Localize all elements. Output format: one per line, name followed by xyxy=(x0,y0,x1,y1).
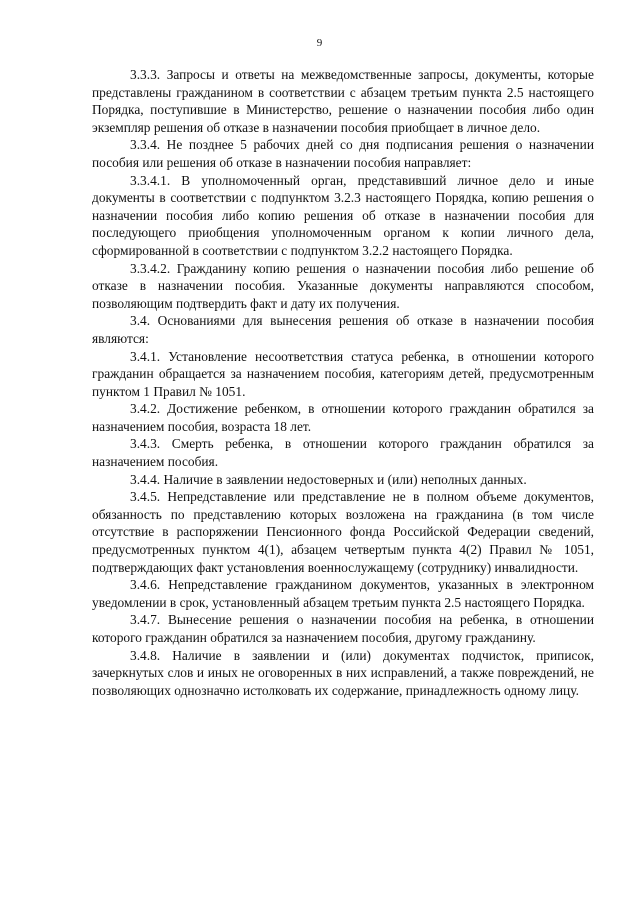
paragraph-3-4-2: 3.4.2. Достижение ребенком, в отношении которого гражданин обратился за назначением пособия, возраста 18 лет. xyxy=(92,401,594,434)
paragraph-3-4-1: 3.4.1. Установление несоответствия статуса ребенка, в отношении которого гражданин обращается за назначением пособия, категориям детей, предусмотренным пунктом 1 Правил № 1051. xyxy=(92,348,594,399)
paragraph-3-3-4-1: 3.3.4.1. В уполномоченный орган, представивший личное дело и иные документы в соответствии с подпунктом 3.2.3 настоящего Порядка, копию решения о назначении пособия либо копию решения об отказе в назначении пособия для последующего приобщения уполномоченным органом к копии личного дела, сформированной в соответствии с подпунктом 3.2.2 настоящего Порядка. xyxy=(92,172,594,258)
page-number: 9 xyxy=(316,37,323,49)
paragraph-3-4-7: 3.4.7. Вынесение решения о назначении пособия на ребенка, в отношении которого гражданин обратился за назначением пособия, другому гражданину. xyxy=(92,612,594,645)
paragraph-3-3-4-2: 3.3.4.2. Гражданину копию решения о назначении пособия либо решение об отказе в назначении пособия. Указанные документы направляются способом, позволяющим подтвердить факт и дату их получения. xyxy=(92,260,594,311)
paragraph-3-3-4: 3.3.4. Не позднее 5 рабочих дней со дня подписания решения о назначении пособия или решения об отказе в назначении пособия направляет: xyxy=(92,137,594,170)
paragraph-3-4: 3.4. Основаниями для вынесения решения об отказе в назначении пособия являются: xyxy=(92,313,594,346)
paragraph-3-4-6: 3.4.6. Непредставление гражданином документов, указанных в электронном уведомлении в срок, установленный абзацем третьим пункта 2.5 настоящего Порядка. xyxy=(92,577,594,610)
paragraph-3-4-4: 3.4.4. Наличие в заявлении недостоверных и (или) неполных данных. xyxy=(130,471,527,487)
paragraph-3-4-5: 3.4.5. Непредставление или представление не в полном объеме документов, обязанность по представлению которых возложена на гражданина (в том числе отсутствие в распоряжении Пенсионного фонда Российской Федерации сведений, предусмотренных пунктом 4(1), абзацем четвертым пункта 4(2) Правил № 1051, подтверждающих факт установления военнослужащему (сотруднику) инвалидности. xyxy=(92,489,594,575)
paragraph-3-3-3: 3.3.3. Запросы и ответы на межведомственные запросы, документы, которые представлены гражданином в соответствии с абзацем третьим пункта 2.5 настоящего Порядка, поступившие в Министерство, решение о назначении пособия либо один экземпляр решения об отказе в назначении пособия приобщает в личное дело. xyxy=(92,67,594,135)
document-body xyxy=(92,66,594,699)
paragraph-3-4-8: 3.4.8. Наличие в заявлении и (или) документах подчисток, приписок, зачеркнутых слов и иных не оговоренных в них исправлений, а также повреждений, не позволяющих однозначно истолковать их содержание, принадлежность одному лицу. xyxy=(92,647,594,698)
paragraph-3-4-3: 3.4.3. Смерть ребенка, в отношении которого гражданин обратился за назначением пособия. xyxy=(92,436,594,470)
